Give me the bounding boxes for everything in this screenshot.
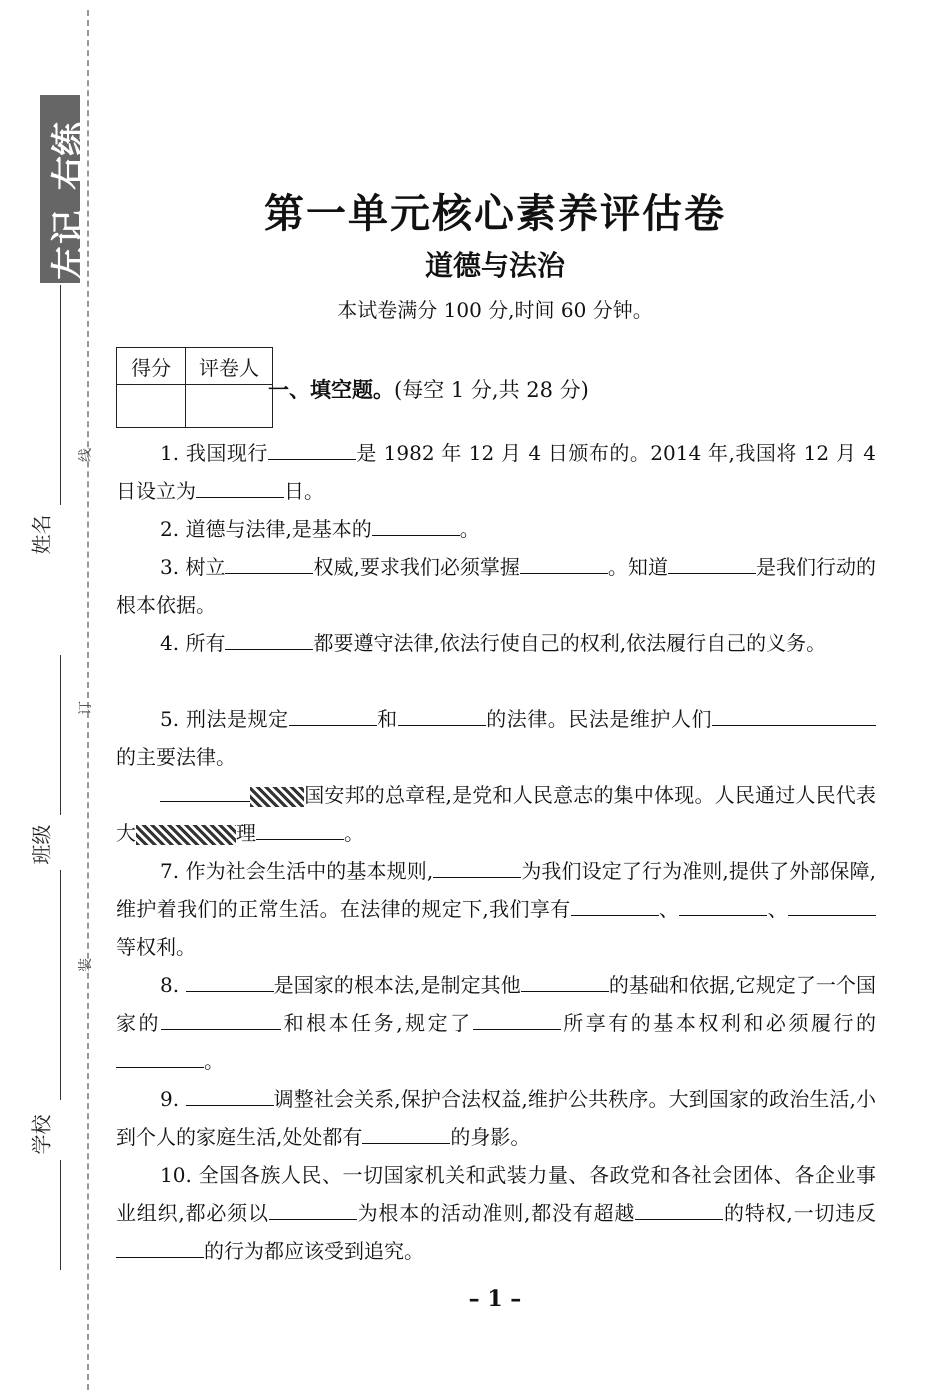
- answer-blank[interactable]: [712, 703, 832, 726]
- score-header: 得分: [117, 348, 186, 385]
- answer-blank[interactable]: [186, 1083, 274, 1106]
- q10-text-a: 10. 全国各族人民、一切国家机关和武装力量、各政党和各社会团体、各企业事业组织,都必须以: [116, 1163, 876, 1225]
- q9-text-c: 的身影。: [450, 1125, 531, 1149]
- answer-blank[interactable]: [372, 513, 460, 536]
- answer-blank[interactable]: [225, 627, 313, 650]
- answer-blank[interactable]: [520, 551, 608, 574]
- answer-blank[interactable]: [225, 551, 313, 574]
- logo-text-right: 右练: [49, 122, 89, 190]
- subject-title: 道德与法治: [424, 249, 565, 282]
- cut-mark-xian: 线: [78, 448, 94, 462]
- name-label: 姓名: [29, 514, 54, 555]
- q1-text-b: 是 1982 年 12 月 4 日颁布的。2014 年,我国将 12 月 4 日设立为: [116, 441, 876, 503]
- redacted-text: [250, 787, 304, 807]
- q2-text-b: 。: [459, 517, 480, 541]
- redacted-text: [136, 825, 236, 845]
- q5-text-a: 5. 刑法是规定: [160, 707, 289, 731]
- question-8: [116, 966, 876, 1080]
- q8-text-e: 所享有的基本权利和必须履行的: [560, 1011, 877, 1035]
- q1-text-c: 日。: [284, 479, 324, 503]
- q7-text-b: 为我们设定了行为准则,提供了外部保障,维护着我们的正常生活。在法律的规定下,我们享有: [116, 859, 877, 921]
- answer-blank[interactable]: [832, 703, 876, 726]
- question-10: [116, 1156, 876, 1270]
- answer-blank[interactable]: [635, 1197, 723, 1220]
- score-table: [116, 347, 273, 428]
- school-label: 学校: [29, 1114, 54, 1155]
- answer-blank[interactable]: [433, 855, 521, 878]
- answer-blank[interactable]: [788, 893, 876, 916]
- question-7: [116, 852, 876, 966]
- answer-blank[interactable]: [268, 437, 356, 460]
- answer-blank[interactable]: [160, 779, 250, 802]
- q5-text-b: 和: [376, 707, 398, 731]
- answer-blank[interactable]: [186, 969, 274, 992]
- class-line-upper: [60, 655, 61, 815]
- q4-text-b: 都要遵守法律,依法行使自己的权利,依法履行自己的义务。: [313, 631, 827, 655]
- q8-text-b: 是国家的根本法,是制定其他: [273, 973, 521, 997]
- question-4: [116, 624, 876, 662]
- section-desc: (每空 1 分,共 28 分): [394, 378, 589, 402]
- section-heading: [268, 374, 589, 404]
- q10-text-b: 为根本的活动准则,都没有超越: [356, 1201, 636, 1225]
- answer-blank[interactable]: [571, 893, 659, 916]
- section-title: 一、填空题。: [268, 378, 394, 402]
- q6-text-b: 理: [236, 821, 256, 845]
- q5-text-c: 的法律。民法是维护人们: [485, 707, 712, 731]
- q10-text-c: 的特权,一切违反: [723, 1201, 877, 1225]
- answer-blank[interactable]: [398, 703, 486, 726]
- q3-text-a: 3. 树立: [160, 555, 226, 579]
- question-5: [116, 700, 876, 776]
- class-label: 班级: [29, 824, 54, 865]
- question-6: [116, 776, 876, 852]
- question-2: [116, 510, 876, 548]
- q3-text-d: 是我们行动的根本依据。: [116, 555, 876, 617]
- answer-blank[interactable]: [116, 1235, 204, 1258]
- answer-blank[interactable]: [196, 475, 284, 498]
- answer-blank[interactable]: [473, 1007, 561, 1030]
- q6-text-c: 。: [344, 821, 364, 845]
- q9-text-a: 9.: [160, 1087, 186, 1111]
- q8-text-a: 8.: [160, 973, 186, 997]
- q7-text-a: 7. 作为社会生活中的基本规则,: [160, 859, 434, 883]
- q10-text-d: 的行为都应该受到追究。: [204, 1239, 424, 1263]
- q4-text-a: 4. 所有: [160, 631, 226, 655]
- answer-blank[interactable]: [116, 1045, 204, 1068]
- q8-text-c: 的基础和依据,它规定了一个国家的: [116, 973, 877, 1035]
- question-9: [116, 1080, 876, 1156]
- answer-blank[interactable]: [256, 817, 344, 840]
- q7-text-d: 、: [767, 897, 789, 921]
- answer-blank[interactable]: [679, 893, 767, 916]
- q3-text-c: 。知道: [607, 555, 668, 579]
- q9-text-b: 调整社会关系,保护合法权益,维护公共秩序。大到国家的政治生活,小到个人的家庭生活,处处都有: [116, 1087, 876, 1149]
- cut-mark-ding: 订: [78, 701, 94, 715]
- q7-text-c: 、: [658, 897, 680, 921]
- exam-note: 本试卷满分 100 分,时间 60 分钟。: [337, 298, 653, 322]
- question-1: [116, 434, 876, 510]
- answer-blank[interactable]: [289, 703, 377, 726]
- answer-blank[interactable]: [521, 969, 609, 992]
- answer-blank[interactable]: [668, 551, 756, 574]
- q6-text-a: 国安邦的总章程,是党和人民意志的集中体现。人民通过人民代表大: [116, 783, 876, 845]
- q5-text-d: 的主要法律。: [116, 745, 236, 769]
- grader-cell[interactable]: [186, 385, 273, 428]
- answer-blank[interactable]: [362, 1121, 450, 1144]
- q1-text-a: 1. 我国现行: [160, 441, 268, 465]
- school-line: [60, 1160, 61, 1270]
- q3-text-b: 权威,要求我们必须掌握: [313, 555, 520, 579]
- cut-mark-zhuang: 装: [78, 958, 94, 972]
- class-line-lower: [60, 870, 61, 1100]
- answer-blank[interactable]: [161, 1007, 281, 1030]
- q8-text-d: 和根本任务,规定了: [281, 1011, 473, 1035]
- question-3: [116, 548, 876, 624]
- page-title: 第一单元核心素养评估卷: [264, 191, 726, 237]
- q2-text-a: 2. 道德与法律,是基本的: [160, 517, 372, 541]
- q8-text-f: 。: [204, 1049, 224, 1073]
- grader-header: 评卷人: [186, 348, 273, 385]
- logo-text-left: 左记: [49, 208, 89, 280]
- score-cell[interactable]: [117, 385, 186, 428]
- q7-text-e: 等权利。: [116, 935, 196, 959]
- answer-blank[interactable]: [269, 1197, 357, 1220]
- page-number: – 1 –: [468, 1286, 522, 1312]
